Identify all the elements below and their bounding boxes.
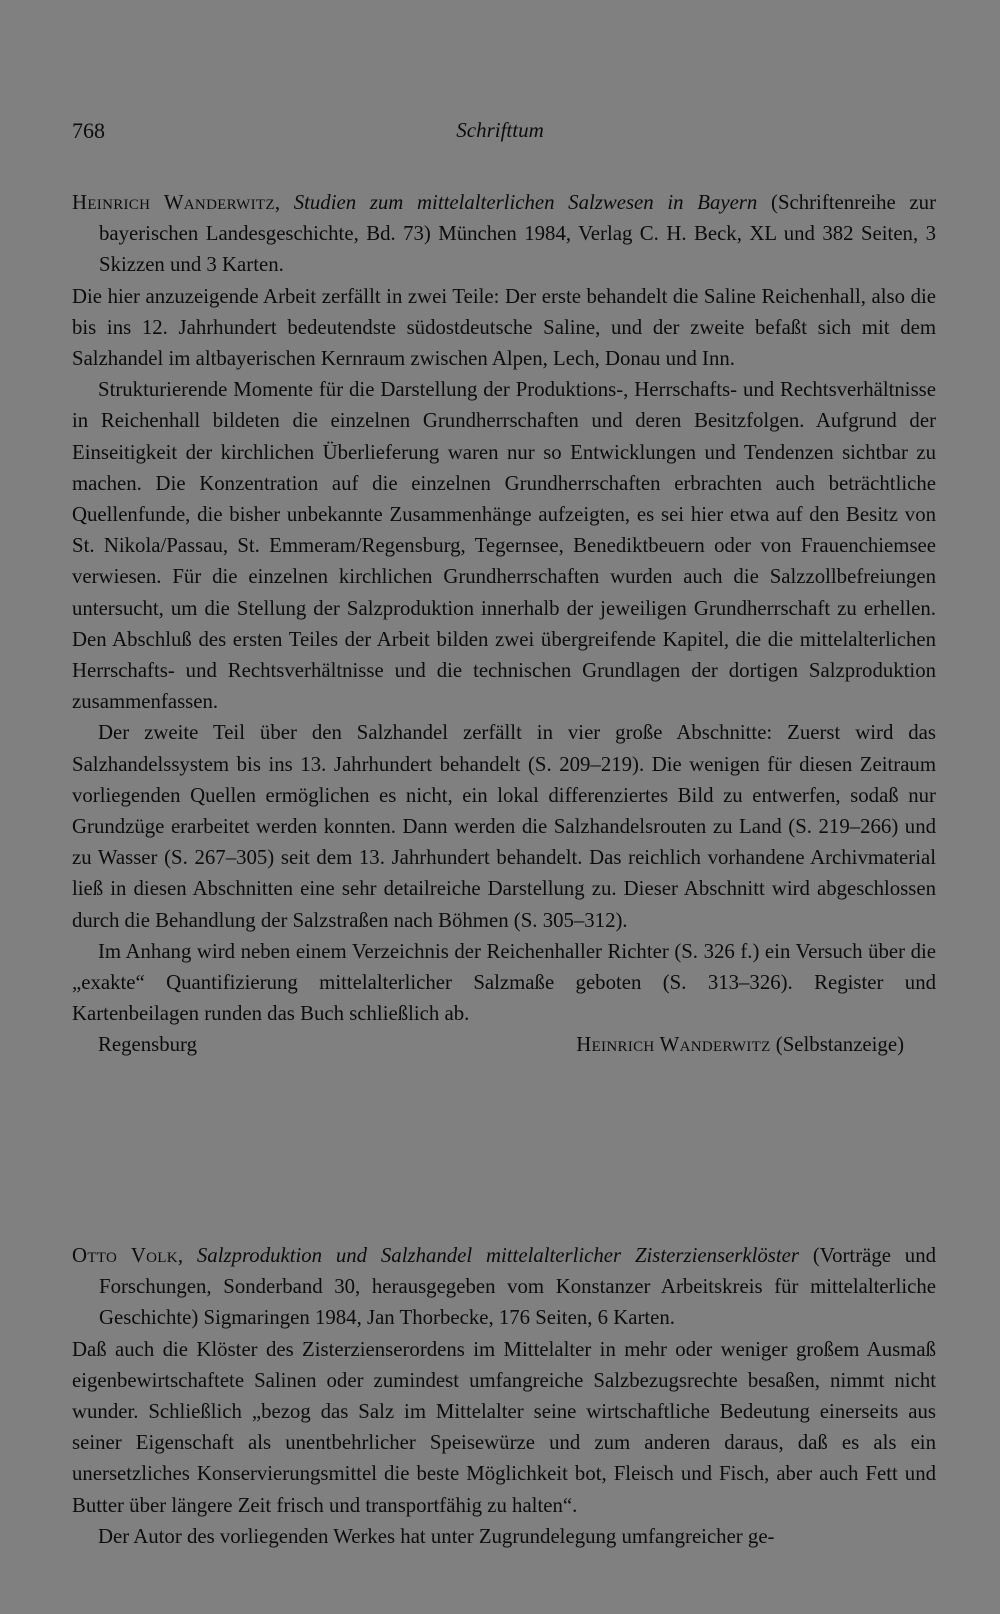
- review-paragraph: Der zweite Teil über den Salzhandel zerfällt in vier große Abschnitte: Zuerst wird das Salzhandelssystem bis ins 13. Jahrhundert behandelt (S. 209–219). Die wenigen für diesen Zeitraum vorliegenden Quellen ermöglichen es nicht, ein lokal differenziertes Bild zu entwerfen, sodaß nur Grundzüge erarbeitet werden konnten. Dann werden die Salzhandelsrouten zu Land (S. 219–266) und zu Wasser (S. 267–305) seit dem 13. Jahrhundert behandelt. Das reichlich vorhandene Archivmaterial ließ in diesen Abschnitten eine sehr detailreiche Darstellung zu. Dieser Abschnitt wird abgeschlossen durch die Behandlung der Salzstraßen nach Böhmen (S. 305–312).: [72, 721, 936, 932]
- citation: Heinrich Wanderwitz, Studien zum mittelalterlichen Salzwesen in Bayern (Schriftenreihe zur bayerischen Landesgeschichte, Bd. 73) München 1984, Verlag C. H. Beck, XL und 382 Seiten, 3 Skizzen und 3 Karten.: [72, 191, 936, 277]
- review-wanderwitz: [72, 187, 936, 1061]
- signature-author-line: [576, 1029, 904, 1060]
- review-paragraph: Im Anhang wird neben einem Verzeichnis der Reichenhaller Richter (S. 326 f.) ein Versuch über die „exakte“ Quantifizierung mittelalterlicher Salzmaße geboten (S. 313–326). Register und Kartenbeilagen runden das Buch schließlich ab.: [72, 939, 936, 1026]
- citation-title: Studien zum mittelalterlichen Salzwesen in Bayern: [293, 191, 758, 214]
- citation-details: (Vorträge und Forschungen, Sonderband 30, herausgegeben vom Konstanzer Arbeitskreis für mittelalterliche Geschichte) Sigmaringen 1984, Jan Thorbecke, 176 Seiten, 6 Karten.: [99, 1244, 937, 1330]
- review-paragraph: Daß auch die Klöster des Zisterzienserordens im Mittelalter in mehr oder weniger großem Ausmaß eigenbewirtschaftete Salinen oder zumindest umfangreiche Salzbezugsrechte besaßen, nimmt nicht wunder. Schließlich „bezog das Salz im Mittelalter seine wirtschaftliche Bedeutung einerseits aus seiner Eigenschaft als unentbehrlicher Speisewürze und zum anderen daraus, daß es als ein unersetzliches Konservierungsmittel die beste Möglichkeit bot, Fleisch und Fisch, aber auch Fett und Butter über längere Zeit frisch und transportfähig zu halten“.: [72, 1337, 936, 1517]
- page-header: [72, 118, 928, 152]
- signature-place: Regensburg: [98, 1033, 197, 1057]
- page-number: 768: [72, 118, 105, 143]
- review-signature: [72, 1029, 936, 1060]
- running-title: Schrifttum: [456, 118, 544, 142]
- citation-details: (Schriftenreihe zur bayerischen Landesgeschichte, Bd. 73) München 1984, Verlag C. H. Beck, XL und 382 Seiten, 3 Skizzen und 3 Karten.: [99, 191, 936, 277]
- signature-name: Heinrich Wanderwitz: [576, 1033, 771, 1057]
- review-paragraph: Die hier anzuzeigende Arbeit zerfällt in zwei Teile: Der erste behandelt die Saline Reichenhall, also die bis ins 12. Jahrhundert bedeutendste südostdeutsche Saline, und der zweite befaßt sich mit dem Salzhandel im altbayerischen Kernraum zwischen Alpen, Lech, Donau und Inn.: [72, 284, 936, 371]
- citation-author: Otto Volk: [72, 1244, 178, 1267]
- review-volk: [72, 1240, 936, 1552]
- signature-note: (Selbstanzeige): [775, 1033, 904, 1057]
- citation-author: Heinrich Wanderwitz: [72, 191, 275, 214]
- review-paragraph: Der Autor des vorliegenden Werkes hat unter Zugrundelegung umfangreicher ge-: [98, 1524, 775, 1548]
- review-paragraph: Strukturierende Momente für die Darstellung der Produktions-, Herrschafts- und Rechtsverhältnisse in Reichenhall bildeten die einzelnen Grundherrschaften und deren Besitzfolgen. Aufgrund der Einseitigkeit der kirchlichen Überlieferung waren nur so Entwicklungen und Tendenzen sichtbar zu machen. Die Konzentration auf die einzelnen Grundherrschaften erbrachten auch beträchtliche Quellenfunde, die bisher unbekannte Zusammenhänge aufzeigten, es sei hier etwa auf den Besitz von St. Nikola/Passau, St. Emmeram/Regensburg, Tegernsee, Benediktbeuern oder von Frauenchiemsee verwiesen. Für die einzelnen kirchlichen Grundherrschaften wurden auch die Salzzollbefreiungen untersucht, um die Stellung der Salzproduktion innerhalb der jeweiligen Grundherrschaft zu erhellen. Den Abschluß des ersten Teiles der Arbeit bilden zwei übergreifende Kapitel, die die mittelalterlichen Herrschafts- und Rechtsverhältnisse und die technischen Grundlagen der dortigen Salzproduktion zusammenfassen.: [72, 378, 936, 714]
- citation-title: Salzproduktion und Salzhandel mittelalterlicher Zisterzienserklöster: [196, 1244, 800, 1267]
- citation: Otto Volk, Salzproduktion und Salzhandel mittelalterlicher Zisterzienserklöster (Vorträge und Forschungen, Sonderband 30, herausgegeben vom Konstanzer Arbeitskreis für mittelalterliche Geschichte) Sigmaringen 1984, Jan Thorbecke, 176 Seiten, 6 Karten.: [72, 1244, 937, 1330]
